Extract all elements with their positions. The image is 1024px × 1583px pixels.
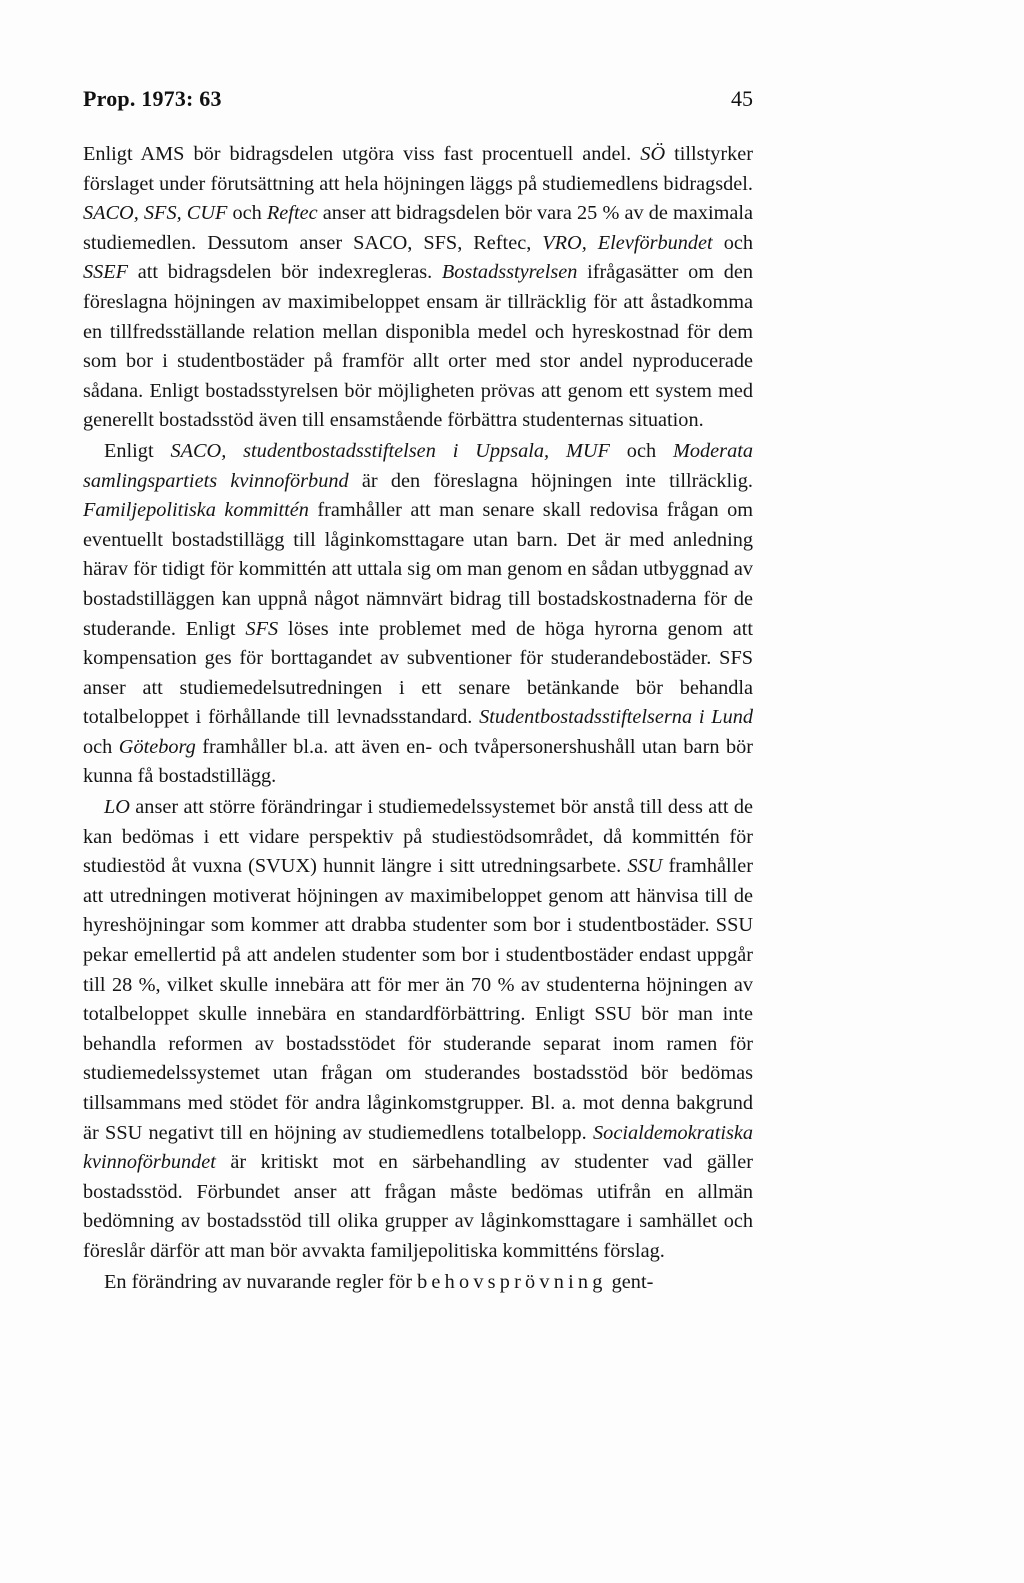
text-run: anser att större förändringar i studiemedelssystemet bör anstå till dess att de kan bedömas i ett vidare perspektiv på studiestödsområdet, då kommittén för studiestöd åt vuxna (SVUX) hunnit längre i sitt utredningsarbete. [83, 796, 753, 878]
italic-term: VRO, Elevförbundet [542, 231, 713, 254]
italic-term: Familjepolitiska kommittén [83, 499, 309, 522]
italic-term: Reftec [266, 202, 318, 225]
text-run: anser att bidragsdelen bör vara 25 % av de maximala studiemedlen. Dessutom anser SACO, SFS, Reftec, [83, 202, 754, 254]
text-run: och [83, 735, 119, 758]
italic-term: SÖ [640, 143, 666, 165]
text-run: och [712, 231, 753, 254]
text-run: och [609, 439, 673, 462]
document-reference: Prop. 1973: 63 [83, 86, 222, 111]
text-run: framhåller att utredningen motiverat höjningen av maximibeloppet genom att hänvisa till de hyreshöjningar som kommer att drabba studenter som bor i studentbostäder. SSU pekar emellertid på att andelen studenter som bor i studentbostäder endast uppgår till 28 %, vilket skulle innebära att för mer än 70 % av studenterna höjningen av totalbeloppet skulle innebära en standardförbättring. Enligt SSU bör man inte behandla reformen av bostadsstödet för studerande separat inom ramen för studiemedelssystemet utan frågan om studerandes bostadsstöd bör bedömas tillsammans med stödet för andra låginkomstgrupper. Bl. a. mot denna bakgrund är SSU negativt till en höjning av studiemedlens totalbelopp. [83, 855, 753, 1144]
italic-term: Göteborg [118, 735, 196, 758]
text-run: Enligt AMS bör bidragsdelen utgöra viss fast procentuell andel. [83, 143, 641, 165]
italic-term: SSEF [83, 261, 129, 284]
text-run: framhåller bl.a. att även en- och tvåpersonershushåll utan barn bör kunna få bostadstillägg. [83, 735, 753, 788]
italic-term: SACO, SFS, CUF [83, 202, 228, 225]
italic-term: Studentbostadsstiftelserna i Lund [479, 706, 754, 729]
text-run: tillstyrker förslaget under förutsättning att hela höjningen läggs på studiemedlens bidragsdel. [83, 143, 753, 195]
text-run: är kritiskt mot en särbehandling av studenter vad gäller bostadsstöd. Förbundet anser att frågan måste bedömas utifrån en allmän bedömning av bostadsstöd till olika grupper av låginkomsttagare i samhället och föreslår därför att man bör avvakta familjepolitiska kommitténs förslag. [83, 1151, 753, 1262]
text-run: löses inte problemet med de höga hyrorna genom att kompensation ges för borttagandet av subventioner för studerandebostäder. SFS anser att studiemedelsutredningen i ett senare betänkande bör behandla totalbeloppet i förhållande till levnadsstandard. [83, 617, 753, 729]
paragraph-1 [83, 140, 753, 436]
text-run: och [227, 202, 267, 225]
last-line-tail: gent- [606, 1270, 654, 1293]
italic-term: Socialdemokratiska kvinnoförbundet [83, 1121, 753, 1174]
body-text [83, 140, 753, 1297]
italic-term: Bostadsstyrelsen [441, 261, 578, 284]
spaced-term: behovsprövning [417, 1270, 607, 1293]
text-run: ifrågasätter om den föreslagna höjningen av maximibeloppet ensam är tillräcklig för att åstadkomma en tillfredsställande relation mellan disponibla medel och hyreskostnad för dem som bor i studentbostäder på framför allt orter med stor andel nyproducerade sådana. Enligt bostadsstyrelsen bör möjligheten prövas att genom ett system med generellt bostadsstöd även till ensamstående förbättra studenternas situation. [83, 261, 753, 432]
text-run: framhåller att man senare skall redovisa frågan om eventuellt bostadstillägg till låginkomsttagare utan barn. Det är med anledning härav för tidigt för kommittén att uttala sig om man genom en sådan utbyggnad av bostadstilläggen kan uppnå något nämnvärt bidrag till bostadskostnaderna för de studerande. Enligt [83, 499, 753, 640]
text-run: är den föreslagna höjningen inte tillräcklig. [348, 469, 753, 492]
italic-term: SACO, studentbostadsstiftelsen i Uppsala, MUF [170, 439, 610, 462]
paragraph-2 [83, 437, 753, 792]
paragraph-4 [83, 1268, 753, 1298]
italic-term: LO [104, 796, 130, 819]
text-run: att bidragsdelen bör indexregleras. [128, 261, 442, 284]
paragraph-3 [83, 793, 753, 1267]
italic-term: SFS [245, 617, 279, 640]
italic-term: SSU [627, 855, 663, 878]
page-header [83, 86, 753, 116]
last-line-lead: En förändring av nuvarande regler för [104, 1270, 418, 1293]
italic-term: Moderata samlingspartiets kvinnoförbund [83, 439, 753, 492]
text-run: Enligt [104, 439, 171, 462]
page-number: 45 [731, 86, 753, 111]
